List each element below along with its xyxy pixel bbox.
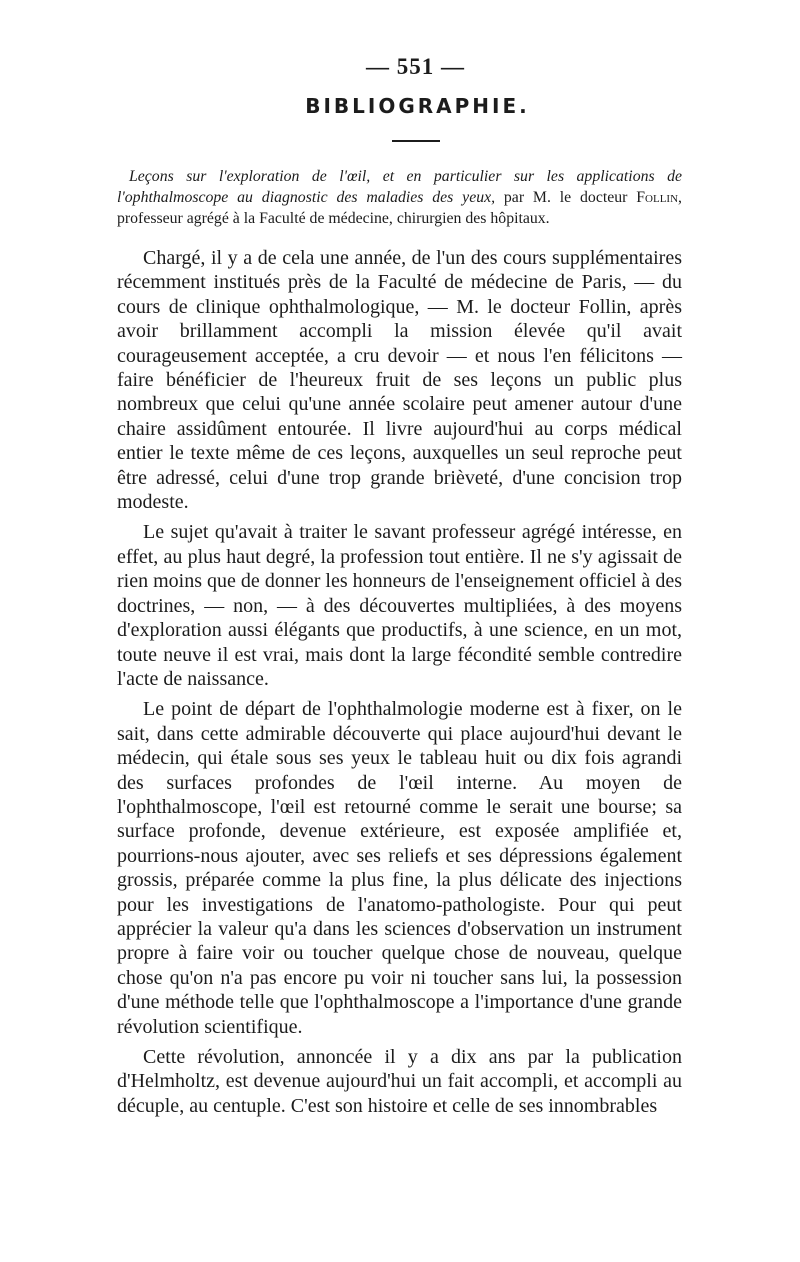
page-number: — 551 — bbox=[366, 54, 465, 79]
review-by-text: par M. le docteur bbox=[495, 189, 637, 206]
body-paragraph: Cette révolution, annoncée il y a dix ans par la publication d'Helmholtz, est devenue aujourd'hui un fait accompli, et accompli au décuple, au centuple. C'est son histoire et celle de ses innombrables bbox=[117, 1046, 682, 1117]
reviewed-work-title: Leçons sur l'exploration de l'œil, et en particulier sur les applications de l'ophthalmoscope au diagnostic des maladies des yeux, bbox=[117, 168, 682, 206]
body-paragraph: Le sujet qu'avait à traiter le savant professeur agrégé intéresse, en effet, au plus haut degré, la profession tout entière. Il ne s'y agissait de rien moins que de donner les honneurs de l'enseignement officiel à des doctrines, — non, — à des découvertes multipliées, à des moyens d'exploration aussi élégants que productifs, à une science, en un mot, toute neuve il est vrai, mais dont la large fécondité semble contredire l'acte de naissance. bbox=[117, 521, 682, 690]
body-paragraph: Le point de départ de l'ophthalmologie moderne est à fixer, on le sait, dans cette admirable découverte qui place aujourd'hui devant le médecin, qui étale sous ses yeux le tableau huit ou dix fois agrandi des surfaces profondes de l'œil interne. Au moyen de l'ophthalmoscope, l'œil est retourné comme le serait une bourse; sa surface profonde, devenue extérieure, est exposée amplifiée et, pourrions-nous ajouter, avec ses reliefs et ses dépressions également grossis, préparée comme la plus fine, la plus délicate des injections pour les investigations de l'anatomo-pathologiste. Pour qui peut apprécier la valeur qu'a dans les sciences d'observation un instrument propre à faire voir ou toucher quelque chose de nouveau, quelque chose qu'on n'a pas encore pu voir ni toucher sans lui, la possession d'une méthode telle que l'ophthalmoscope a l'importance d'une grande révolution scientifique. bbox=[117, 698, 682, 1038]
section-title: BIBLIOGRAPHIE. bbox=[305, 94, 530, 118]
reviewed-author-description: , professeur agrégé à la Faculté de médecine, chirurgien des hôpitaux. bbox=[117, 189, 682, 227]
review-heading bbox=[117, 166, 682, 229]
book-page bbox=[117, 54, 682, 1124]
body-paragraph: Chargé, il y a de cela une année, de l'un des cours supplémentaires récemment institués près de la Faculté de médecine de Paris, — du cours de clinique ophthalmologique, — M. le docteur Follin, après avoir brillamment accompli la mission élevée qu'il avait courageusement acceptée, a cru devoir — et nous l'en félicitons — faire bénéficier de l'heureux fruit de ses leçons un public plus nombreux que celui qu'une année scolaire peut amener autour d'une chaire assidûment entourée. Il livre aujourd'hui au corps médical entier le texte même de ces leçons, auxquelles un seul reproche peut être adressé, celui d'une trop grande brièveté, d'une concision trop modeste. bbox=[117, 247, 682, 514]
title-rule bbox=[392, 140, 440, 142]
reviewed-author-name: Follin bbox=[636, 189, 679, 206]
article-body bbox=[117, 246, 682, 1118]
